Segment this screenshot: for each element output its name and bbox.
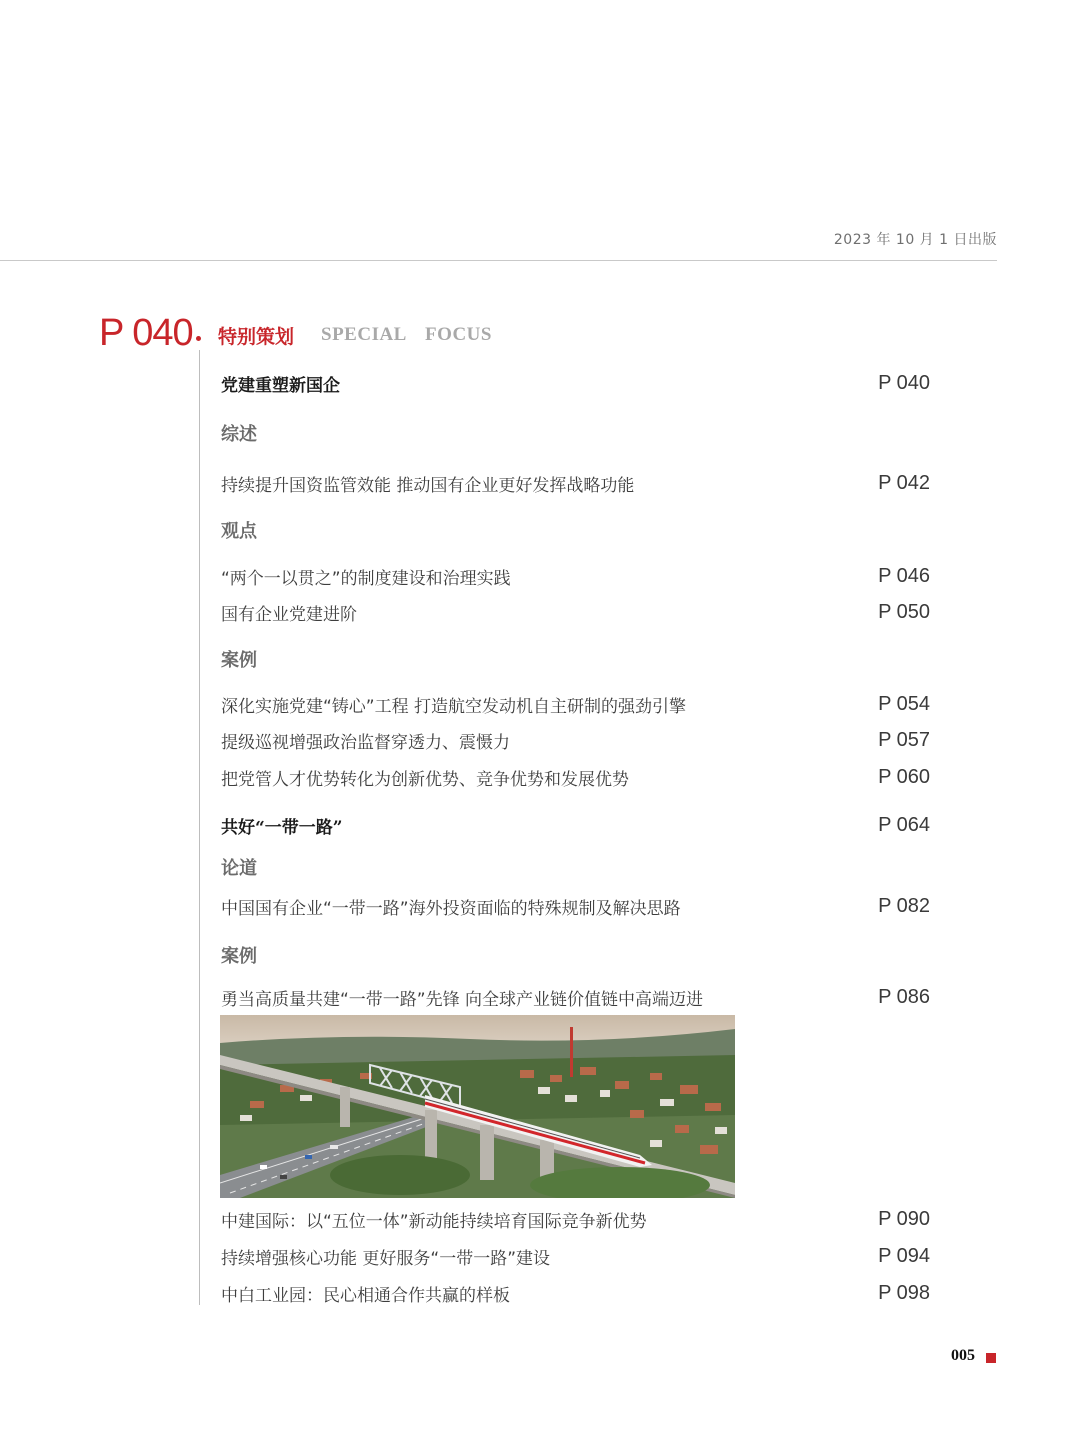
toc-entry-row[interactable] [221,892,930,920]
toc-topic-title: 党建重塑新国企 [221,375,340,396]
page-number-marker [986,1353,996,1363]
toc-entry-title: 中国国有企业“一带一路”海外投资面临的特殊规制及解决思路 [221,898,681,919]
header-divider [0,260,997,261]
toc-entry-row[interactable] [221,562,930,590]
toc-page-ref: P 042 [878,471,930,494]
toc-page-ref: P 090 [878,1207,930,1230]
toc-topic-row[interactable] [221,811,930,839]
toc-entry-row[interactable] [221,983,930,1011]
toc-page-ref: P 094 [878,1244,930,1267]
toc-page-ref: P 057 [878,728,930,751]
section-dot [196,336,201,341]
toc-entry-row[interactable] [221,1242,930,1270]
toc-entry-row[interactable] [221,726,930,754]
toc-entry-title: “两个一以贯之”的制度建设和治理实践 [221,568,511,589]
toc-entry-title: 深化实施党建“铸心”工程 打造航空发动机自主研制的强劲引擎 [221,696,687,717]
toc-category-label: 综述 [221,424,257,445]
toc-entry-title: 国有企业党建进阶 [221,604,357,625]
toc-entry-title: 提级巡视增强政治监督穿透力、震慑力 [221,732,510,753]
toc-entry-title: 持续提升国资监管效能 推动国有企业更好发挥战略功能 [221,475,635,496]
toc-entry-title: 中白工业园：民心相通合作共赢的样板 [221,1285,510,1306]
toc-page-ref: P 064 [878,813,930,836]
section-page-number: P 040 [99,312,193,354]
toc-entry-title: 中建国际：以“五位一体”新动能持续培育国际竞争新优势 [221,1211,647,1232]
toc-entry-row[interactable] [221,469,930,497]
toc-page-ref: P 046 [878,564,930,587]
toc-category-label: 案例 [221,946,257,967]
toc-page-ref: P 082 [878,894,930,917]
toc-category-label: 案例 [221,650,257,671]
toc-page-ref: P 050 [878,600,930,623]
toc-page-ref: P 086 [878,985,930,1008]
toc-entry-title: 把党管人才优势转化为创新优势、竞争优势和发展优势 [221,769,629,790]
toc-entry-row[interactable] [221,598,930,626]
toc-entry-title: 持续增强核心功能 更好服务“一带一路”建设 [221,1248,551,1269]
railway-photo [220,1015,735,1198]
page-number: 005 [951,1347,975,1364]
toc-entry-title: 勇当高质量共建“一带一路”先锋 向全球产业链价值链中高端迈进 [221,989,704,1010]
toc-vertical-rule [199,350,200,1305]
toc-category-label: 论道 [221,858,257,879]
section-title-en: SPECIAL FOCUS [321,324,492,345]
toc-page-ref: P 054 [878,692,930,715]
toc-entry-row[interactable] [221,1205,930,1233]
toc-category-label: 观点 [221,521,257,542]
publish-date: 2023 年 10 月 1 日出版 [833,232,997,248]
toc-page-ref: P 098 [878,1281,930,1304]
toc-page-ref: P 060 [878,765,930,788]
toc-entry-row[interactable] [221,1279,930,1307]
toc-page-ref: P 040 [878,371,930,394]
toc-topic-title: 共好“一带一路” [221,817,343,838]
section-title-cn: 特别策划 [218,326,295,348]
toc-topic-row[interactable] [221,369,930,397]
toc-entry-row[interactable] [221,763,930,791]
toc-entry-row[interactable] [221,690,930,718]
